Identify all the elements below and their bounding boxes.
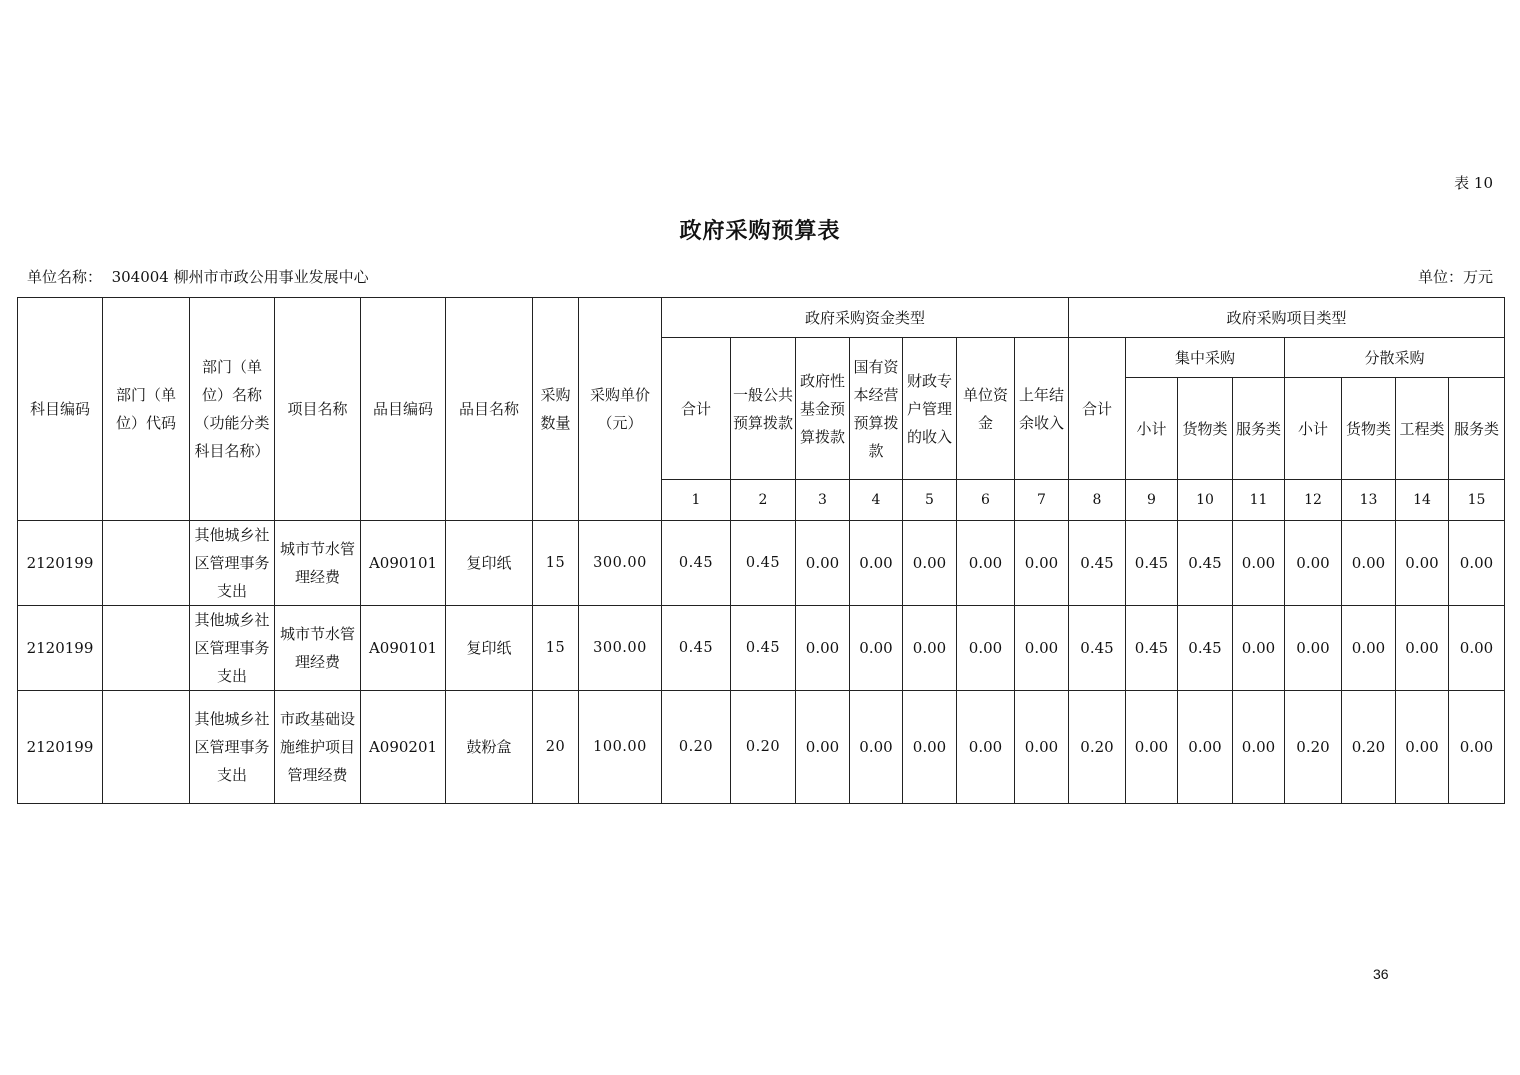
value-cell: 0.00 [1449,606,1505,691]
table-row [18,691,1505,804]
value-cell: 0.00 [1178,691,1233,804]
col-number: 13 [1342,480,1396,521]
header-central-subtotal: 小计 [1126,378,1178,480]
project-name-cell: 市政基础设施维护项目管理经费 [275,691,361,804]
subject-code-cell: 2120199 [18,606,103,691]
col-number: 15 [1449,480,1505,521]
col-number: 11 [1233,480,1285,521]
item-name-cell: 复印纸 [446,606,533,691]
header-decentral-services: 服务类 [1449,378,1505,480]
header-item-name: 品目名称 [446,298,533,521]
value-cell: 0.00 [1396,691,1449,804]
table-number: 表 10 [1454,174,1493,192]
header-general-public: 一般公共预算拨款 [731,338,796,480]
subject-code-cell: 2120199 [18,521,103,606]
value-cell: 0.20 [1069,691,1126,804]
value-cell: 0.45 [731,606,796,691]
value-cell: 0.45 [1069,521,1126,606]
value-cell: 0.00 [850,521,903,606]
col-number: 10 [1178,480,1233,521]
col-number: 1 [662,480,731,521]
header-subject-code: 科目编码 [18,298,103,521]
dept-code-cell [103,691,190,804]
value-cell: 0.00 [1342,521,1396,606]
header-state-capital: 国有资本经营预算拨款 [850,338,903,480]
value-cell: 0.00 [903,691,957,804]
header-project-name: 项目名称 [275,298,361,521]
header-row-1 [18,298,1505,338]
unit-price-cell: 300.00 [579,521,662,606]
dept-name-cell: 其他城乡社区管理事务支出 [190,521,275,606]
unit-name: 304004 柳州市市政公用事业发展中心 [111,268,369,286]
header-dept-name: 部门（单位）名称（功能分类科目名称） [190,298,275,521]
value-cell: 0.45 [662,606,731,691]
header-item-code: 品目编码 [361,298,446,521]
value-cell: 0.00 [796,521,850,606]
value-cell: 0.00 [1233,691,1285,804]
header-dept-code: 部门（单位）代码 [103,298,190,521]
page-title: 政府采购预算表 [679,218,841,244]
quantity-cell: 20 [533,691,579,804]
subject-code-cell: 2120199 [18,691,103,804]
col-number: 14 [1396,480,1449,521]
header-central-services: 服务类 [1233,378,1285,480]
value-cell: 0.00 [1015,521,1069,606]
header-decentral-subtotal: 小计 [1285,378,1342,480]
value-cell: 0.00 [1126,691,1178,804]
col-number: 4 [850,480,903,521]
value-cell: 0.00 [1396,606,1449,691]
project-name-cell: 城市节水管理经费 [275,606,361,691]
value-cell: 0.45 [1178,606,1233,691]
header-decentral-goods: 货物类 [1342,378,1396,480]
col-number: 6 [957,480,1015,521]
value-cell: 0.00 [1233,606,1285,691]
dept-code-cell [103,521,190,606]
quantity-cell: 15 [533,521,579,606]
value-cell: 0.00 [1015,691,1069,804]
value-cell: 0.00 [903,521,957,606]
value-cell: 0.45 [731,521,796,606]
item-code-cell: A090101 [361,521,446,606]
value-cell: 0.20 [662,691,731,804]
procurement-budget-table [17,297,1505,804]
header-gov-fund: 政府性基金预算拨款 [796,338,850,480]
value-cell: 0.00 [1015,606,1069,691]
header-fiscal-special: 财政专户管理的收入 [903,338,957,480]
col-number: 12 [1285,480,1342,521]
header-unit-price: 采购单价（元） [579,298,662,521]
unit-price-cell: 100.00 [579,691,662,804]
item-name-cell: 鼓粉盒 [446,691,533,804]
page-number: 36 [1373,966,1389,982]
col-number: 3 [796,480,850,521]
value-cell: 0.45 [1178,521,1233,606]
dept-code-cell [103,606,190,691]
value-cell: 0.45 [1126,606,1178,691]
header-centralized: 集中采购 [1126,338,1285,378]
header-project-type-group: 政府采购项目类型 [1069,298,1505,338]
item-code-cell: A090201 [361,691,446,804]
value-cell: 0.00 [796,606,850,691]
value-cell: 0.00 [957,691,1015,804]
project-name-cell: 城市节水管理经费 [275,521,361,606]
value-cell: 0.00 [957,606,1015,691]
header-project-total: 合计 [1069,338,1126,480]
col-number: 8 [1069,480,1126,521]
value-cell: 0.00 [1449,691,1505,804]
value-cell: 0.00 [796,691,850,804]
unit-price-cell: 300.00 [579,606,662,691]
value-cell: 0.45 [1126,521,1178,606]
unit-name-label: 单位名称： [27,268,103,286]
item-code-cell: A090101 [361,606,446,691]
value-cell: 0.45 [662,521,731,606]
value-cell: 0.00 [1285,521,1342,606]
value-cell: 0.00 [1285,606,1342,691]
value-cell: 0.00 [1449,521,1505,606]
header-fund-total: 合计 [662,338,731,480]
quantity-cell: 15 [533,606,579,691]
value-cell: 0.00 [1342,606,1396,691]
value-cell: 0.00 [850,606,903,691]
value-cell: 0.20 [731,691,796,804]
header-decentral-engineering: 工程类 [1396,378,1449,480]
header-quantity: 采购数量 [533,298,579,521]
table-row [18,606,1505,691]
table-row [18,521,1505,606]
value-cell: 0.20 [1285,691,1342,804]
value-cell: 0.00 [1396,521,1449,606]
unit-name-line [27,266,369,287]
col-number: 7 [1015,480,1069,521]
dept-name-cell: 其他城乡社区管理事务支出 [190,691,275,804]
value-cell: 0.00 [1233,521,1285,606]
col-number: 2 [731,480,796,521]
value-cell: 0.00 [957,521,1015,606]
value-cell: 0.45 [1069,606,1126,691]
col-number: 5 [903,480,957,521]
item-name-cell: 复印纸 [446,521,533,606]
col-number: 9 [1126,480,1178,521]
dept-name-cell: 其他城乡社区管理事务支出 [190,606,275,691]
header-decentralized: 分散采购 [1285,338,1505,378]
value-cell: 0.20 [1342,691,1396,804]
value-cell: 0.00 [903,606,957,691]
value-cell: 0.00 [850,691,903,804]
header-central-goods: 货物类 [1178,378,1233,480]
header-prev-balance: 上年结余收入 [1015,338,1069,480]
header-unit-fund: 单位资金 [957,338,1015,480]
unit-measure: 单位：万元 [1417,268,1493,286]
header-fund-type-group: 政府采购资金类型 [662,298,1069,338]
